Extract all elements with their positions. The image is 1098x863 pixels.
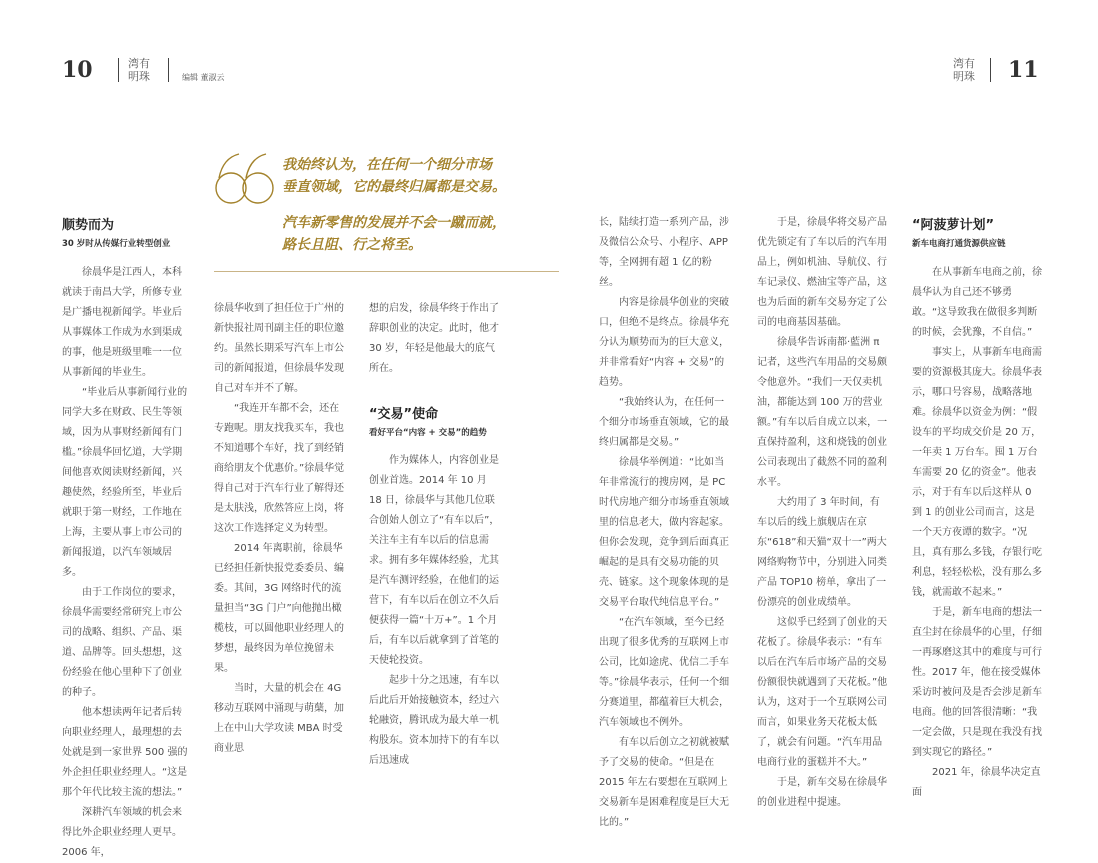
paragraph: 徐晨华收到了担任位于广州的新快报社周刊副主任的职位邀约。虽然长期采写汽车上市公司的新闻报道，但徐晨华发现自己对车并不了解。 [214, 303, 344, 394]
article-column-6 [912, 263, 1044, 803]
header-divider [168, 58, 169, 82]
paragraph: 2014 年离职前，徐晨华已经担任新快报党委委员、编委。其间，3G 网络时代的流量担当“3G 门户”向他抛出橄榄枝，可以圆他职业经理人的梦想，最终因为单位挽留未果。 [214, 543, 344, 674]
paragraph: 长，陆续打造一系列产品，涉及微信公众号、小程序、APP 等，全网拥有超 1 亿的粉丝。 [599, 217, 729, 288]
right-brand-line2: 明珠 [953, 70, 975, 83]
pull-quote-line: 我始终认为，在任何一个细分市场 [282, 157, 492, 173]
pull-quote-line: 垂直领域，它的最终归属都是交易。 [282, 179, 506, 195]
article-column-2 [214, 299, 346, 759]
paragraph: 大约用了 3 年时间，有车以后的线上旗舰店在京东“618”和天猫“双十一”两大网络购物节中，分别进入同类产品 TOP10 榜单，拿出了一份漂亮的创业成绩单。 [757, 497, 887, 608]
section-title: “阿菠萝计划” [912, 218, 995, 233]
header-divider [118, 58, 119, 82]
header-divider [990, 58, 991, 82]
paragraph: 深耕汽车领域的机会来得比外企职业经理人更早。2006 年， [62, 807, 182, 858]
paragraph: 想的启发，徐晨华终于作出了辞职创业的决定。此时，他才 30 岁，年轻是他最大的底气所在。 [369, 303, 499, 374]
pull-quote-line: 路长且阻、行之将至。 [282, 237, 422, 253]
paragraph: 徐晨华是江西人，本科就读于南昌大学，所修专业是广播电视新闻学。毕业后从事媒体工作成为水到渠成的事，他是班级里唯一一位从事新闻的毕业生。 [62, 267, 182, 378]
left-brand-line2: 明珠 [128, 70, 150, 83]
article-column-3a [369, 299, 501, 379]
paragraph: “我始终认为，在任何一个细分市场垂直领域，它的最终归属都是交易。” [599, 397, 729, 448]
paragraph: 当时，大量的机会在 4G 移动互联网中涌现与萌蘖，加上在中山大学攻读 MBA 时受商业思 [214, 683, 344, 754]
paragraph: “毕业后从事新闻行业的同学大多在财政、民生等领域，因为从事财经新闻有门槛。”徐晨华回忆道，大学期间他喜欢阅读财经新闻，兴趣使然，经验所至，毕业后就职于第一财经，工作地在上海，主要从事上市公司的新闻报道，以汽车领域居多。 [62, 387, 188, 578]
right-brand-line1: 湾有 [953, 57, 975, 70]
right-brand-name [953, 57, 975, 83]
article-column-5 [757, 213, 889, 813]
paragraph: 于是，新车交易在徐晨华的创业进程中提速。 [757, 777, 887, 808]
left-brand-line1: 湾有 [128, 57, 150, 70]
paragraph: 内容是徐晨华创业的突破口，但绝不是终点。徐晨华充分认为顺势而为的巨大意义，并非常看好“内容 + 交易”的趋势。 [599, 297, 729, 388]
section-heading-2 [369, 403, 509, 438]
section-title: 顺势而为 [62, 218, 115, 233]
right-page-number: 11 [1008, 57, 1039, 83]
article-column-1 [62, 263, 189, 863]
paragraph: 起步十分之迅速，有车以后此后开始接触资本，经过六轮融资，腾讯成为最大单一机构股东。资本加持下的有车以后迅速成 [369, 675, 499, 766]
article-column-4 [599, 213, 731, 833]
paragraph: 徐晨华举例道：“比如当年非常流行的搜房网，是 PC 时代房地产细分市场垂直领域里的信息老大，做内容起家。但你会发现，竞争到后面真正崛起的是具有交易功能的贝壳、链家。这个现象体现的是交易平台取代纯信息平台。” [599, 457, 729, 608]
section-subtitle: 30 岁时从传媒行业转型创业 [62, 239, 171, 249]
editor-credit: 编辑 董淑云 [182, 73, 225, 82]
pull-quote-line: 汽车新零售的发展并不会一蹴而就， [282, 215, 506, 231]
section-subtitle: 看好平台“内容 + 交易”的趋势 [369, 428, 487, 438]
paragraph: 有车以后创立之初就被赋予了交易的使命。“但是在 2015 年左右要想在互联网上交易新车是困难程度是巨大无比的。” [599, 737, 729, 828]
section-subtitle: 新车电商打通货源供应链 [912, 239, 1006, 249]
paragraph: 于是，徐晨华将交易产品优先锁定有了车以后的汽车用品上，例如机油、导航仪、行车记录仪、燃油宝等产品，这也为后面的新车交易夯定了公司的电商基因基础。 [757, 217, 887, 328]
section-title: “交易”使命 [369, 407, 439, 422]
paragraph: 作为媒体人，内容创业是创业首选。2014 年 10 月 18 日，徐晨华与其他几位联合创始人创立了“有车以后”，关注车主有车以后的信息需求。拥有多年媒体经验，尤其是汽车测评经验，在他们的运营下，有车以后在创立不久后便获得一篇“十万+”。1 个月后，有车以后就拿到了首笔的天使轮投资。 [369, 455, 500, 666]
article-column-3b [369, 451, 501, 771]
quote-mark-icon [213, 150, 275, 208]
paragraph: 徐晨华告诉南都·藍洲 π 记者，这些汽车用品的交易颇令他意外。“我们一天仅卖机油，都能达到 100 万的营业额。”有车以后自成立以来，一直保持盈利，这和烧钱的创业公司表现出了截然不同的盈利水平。 [757, 337, 888, 488]
section-heading-3 [912, 214, 1052, 249]
paragraph: 这似乎已经到了创业的天花板了。徐晨华表示：“有车以后在汽车后市场产品的交易份额很快就遇到了天花板。”他认为，这对于一个互联网公司而言，如果业务天花板太低了，就会有问题。“汽车用品电商行业的蛋糕并不大。” [757, 617, 888, 768]
paragraph: 2021 年，徐晨华决定直面 [912, 767, 1041, 798]
left-page-number: 10 [62, 57, 93, 83]
pull-quote [282, 154, 552, 256]
paragraph: 事实上，从事新车电商需要的资源极其庞大。徐晨华表示，哪口号容易，战略落地难。徐晨华以资金为例：“假设车的平均成交价是 20 万，一年卖 1 万台车。囤 1 万台车需要 20 亿的资金”。他表示，对于有车以后这样从 0 到 1 的创业公司而言，这是一个天方夜谭的数字。“况且，真有那么多钱，存银行吃利息，轻轻松松，没有那么多钱，就需敢不起来。” [912, 347, 1042, 598]
paragraph: 由于工作岗位的要求，徐晨华需要经常研究上市公司的战略、组织、产品、渠道、品牌等。回头想想，这份经验在他心里种下了创业的种子。 [62, 587, 182, 698]
section-heading-1 [62, 214, 192, 249]
paragraph: 在从事新车电商之前，徐晨华认为自己还不够勇敢。“这导致我在做很多判断的时候，会犹豫，不自信。” [912, 267, 1042, 338]
paragraph: “我连开车都不会，还在专跑呢。朋友找我买车，我也不知道哪个车好，找了到经销商给朋友个优惠价。”徐晨华觉得自己对于汽车行业了解得还是太肤浅，欣然答应上岗，将这次工作选择定义为转型。 [214, 403, 345, 534]
paragraph: 于是，新车电商的想法一直尘封在徐晨华的心里，仔细一再琢磨这其中的难度与可行性。2017 年，他在接受媒体采访时被问及是否会涉足新车电商。他的回答很清晰：“我一定会做，只是现在我没有找到实现它的路径。” [912, 607, 1042, 758]
paragraph: 他本想读两年记者后转向职业经理人，最理想的去处就是到一家世界 500 强的外企担任职业经理人。“这是那个年代比较主流的想法。” [62, 707, 188, 798]
quote-rule [214, 271, 559, 272]
left-brand-name [128, 57, 150, 83]
paragraph: “在汽车领域，至今已经出现了很多优秀的互联网上市公司，比如途虎、优信二手车等。”徐晨华表示，任何一个细分赛道里，都蕴着巨大机会，汽车领域也不例外。 [599, 617, 730, 728]
